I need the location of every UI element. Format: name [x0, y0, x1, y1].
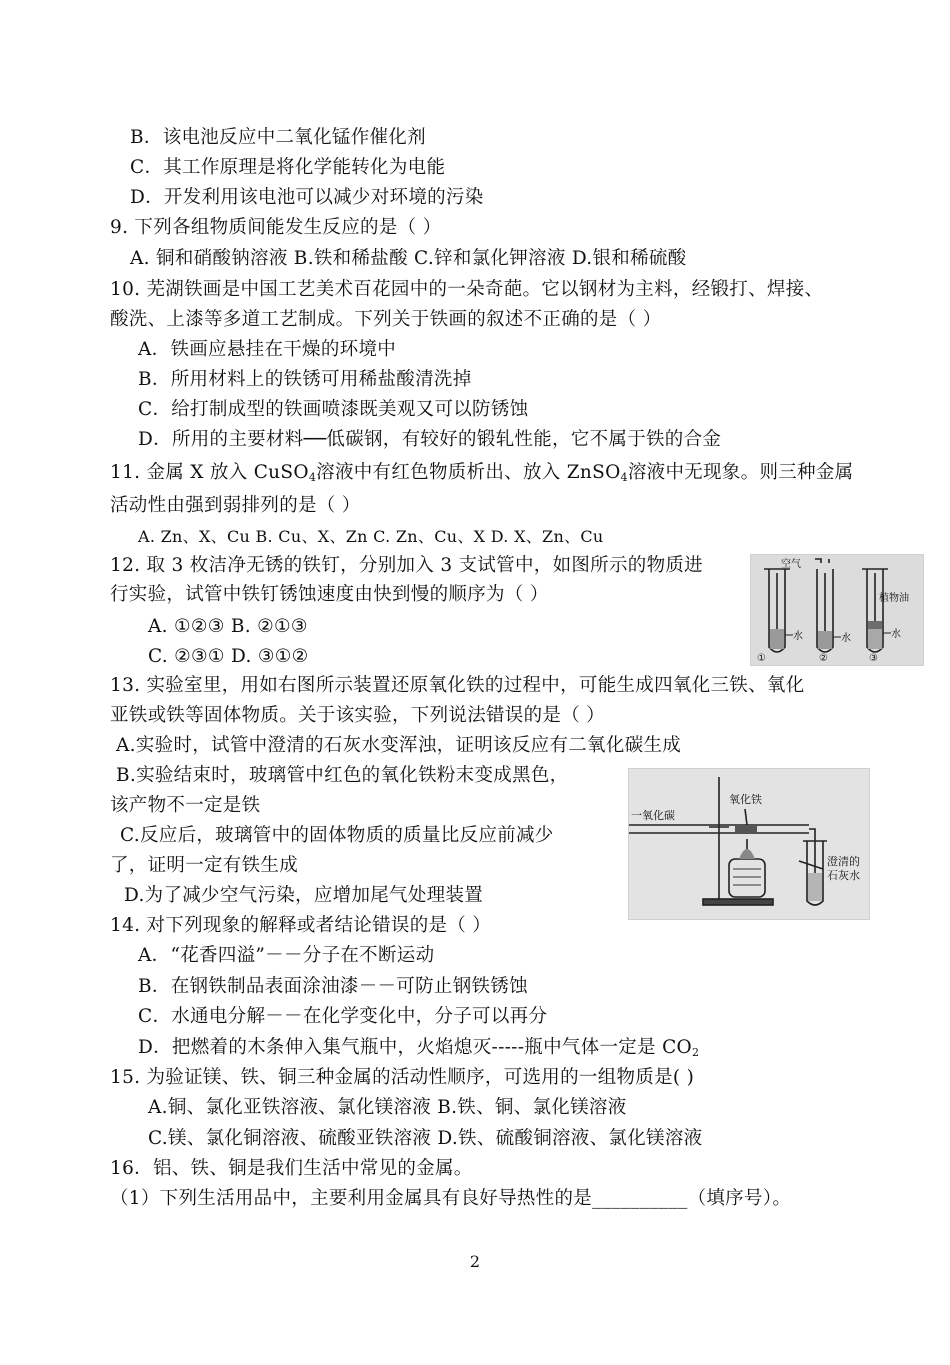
- q13-option-c-line1: C.反应后，玻璃管中的固体物质的质量比反应前减少: [120, 825, 554, 846]
- water-label-3: 水: [891, 629, 901, 640]
- q10-option-a: A．铁画应悬挂在干燥的环境中: [138, 339, 397, 360]
- q11-stem-line1: 11. 金属 X 放入 CuSO$_4$溶液中有红色物质析出、放入 ZnSO$_4$溶液中无现象。则三种金属: [110, 462, 854, 484]
- carbon-monoxide-label: 一氧化碳: [631, 809, 675, 822]
- q10-option-d: D．所用的主要材料──低碳钢，有较好的锻轧性能，它不属于铁的合金: [138, 429, 722, 450]
- q12-stem-line2: 行实验，试管中铁钉锈蚀速度由快到慢的顺序为（ ）: [110, 584, 549, 605]
- q15-options-row2: C.镁、氯化铜溶液、硫酸亚铁溶液 D.铁、硫酸铜溶液、氯化镁溶液: [148, 1128, 703, 1149]
- q8-option-b: B．该电池反应中二氧化锰作催化剂: [130, 127, 426, 148]
- q10-option-b: B．所用材料上的铁锈可用稀盐酸清洗掉: [138, 369, 472, 390]
- q13-option-b-line1: B.实验结束时，玻璃管中红色的氧化铁粉末变成黑色，: [116, 765, 569, 786]
- q12-options-row1: A. ①②③ B. ②①③: [148, 616, 308, 637]
- q9-stem: 9. 下列各组物质间能发生反应的是（ ）: [110, 217, 442, 238]
- oil-label: 植物油: [879, 593, 909, 604]
- q13-stem-line1: 13. 实验室里，用如右图所示装置还原氧化铁的过程中，可能生成四氧化三铁、氧化: [110, 675, 805, 696]
- q13-stem-line2: 亚铁或铁等固体物质。关于该实验，下列说法错误的是（ ）: [110, 705, 605, 726]
- q10-option-c: C．给打制成型的铁画喷漆既美观又可以防锈蚀: [138, 399, 529, 420]
- tube-number-3: ③: [869, 653, 878, 664]
- water-label-1: 水: [793, 631, 803, 642]
- q16-subquestion-1: （1）下列生活用品中，主要利用金属具有良好导热性的是__________（填序号）。: [110, 1188, 792, 1209]
- q8-option-c: C．其工作原理是将化学能转化为电能: [130, 157, 446, 178]
- q12-options-row2: C. ②③① D. ③①②: [148, 646, 309, 667]
- q15-stem: 15. 为验证镁、铁、铜三种金属的活动性顺序，可选用的一组物质是( ): [110, 1067, 695, 1088]
- q14-option-d: D．把燃着的木条伸入集气瓶中，火焰熄灭-----瓶中气体一定是 $CO_2$: [138, 1037, 700, 1059]
- q14-option-a: A．“花香四溢”－－分子在不断运动: [138, 945, 435, 966]
- q13-option-b-line2: 该产物不一定是铁: [110, 795, 261, 816]
- limewater-label-2: 石灰水: [827, 869, 860, 882]
- q12-stem-line1: 12. 取 3 枚洁净无锈的铁钉，分别加入 3 支试管中，如图所示的物质进: [110, 555, 703, 576]
- q15-options-row1: A.铜、氯化亚铁溶液、氯化镁溶液 B.铁、铜、氯化镁溶液: [148, 1097, 627, 1118]
- limewater-label-1: 澄清的: [827, 855, 860, 868]
- q13-option-a: A.实验时，试管中澄清的石灰水变浑浊，证明该反应有二氧化碳生成: [116, 735, 682, 756]
- q11-options: A. Zn、X、Cu B. Cu、X、Zn C. Zn、Cu、X D. X、Zn、Cu: [138, 527, 604, 546]
- air-label: 空气: [781, 559, 801, 570]
- q8-option-d: D．开发利用该电池可以减少对环境的污染: [130, 187, 484, 208]
- q11-stem-line2: 活动性由强到弱排列的是（ ）: [110, 495, 361, 516]
- q13-option-d: D.为了减少空气污染，应增加尾气处理装置: [124, 885, 484, 906]
- test-tubes-figure: [750, 554, 924, 666]
- q9-options: A. 铜和硝酸钠溶液 B.铁和稀盐酸 C.锌和氯化钾溶液 D.银和稀硫酸: [130, 248, 687, 269]
- iron-oxide-label: 氧化铁: [729, 793, 762, 806]
- q14-option-b: B．在钢铁制品表面涂油漆－－可防止钢铁锈蚀: [138, 976, 528, 997]
- tube-number-1: ①: [757, 653, 766, 664]
- apparatus-figure: [628, 768, 870, 920]
- q10-stem-line1: 10. 芜湖铁画是中国工艺美术百花园中的一朵奇葩。它以钢材为主料，经锻打、焊接、: [110, 279, 824, 300]
- q14-option-c: C．水通电分解－－在化学变化中，分子可以再分: [138, 1006, 548, 1027]
- q14-stem: 14. 对下列现象的解释或者结论错误的是（ ）: [110, 915, 492, 936]
- page-number: 2: [469, 1252, 481, 1271]
- q10-stem-line2: 酸洗、上漆等多道工艺制成。下列关于铁画的叙述不正确的是（ ）: [110, 309, 662, 330]
- tube-number-2: ②: [819, 653, 828, 664]
- water-label-2: 水: [841, 633, 851, 644]
- q13-option-c-line2: 了，证明一定有铁生成: [110, 855, 299, 876]
- q16-stem: 16．铝、铁、铜是我们生活中常见的金属。: [110, 1158, 473, 1179]
